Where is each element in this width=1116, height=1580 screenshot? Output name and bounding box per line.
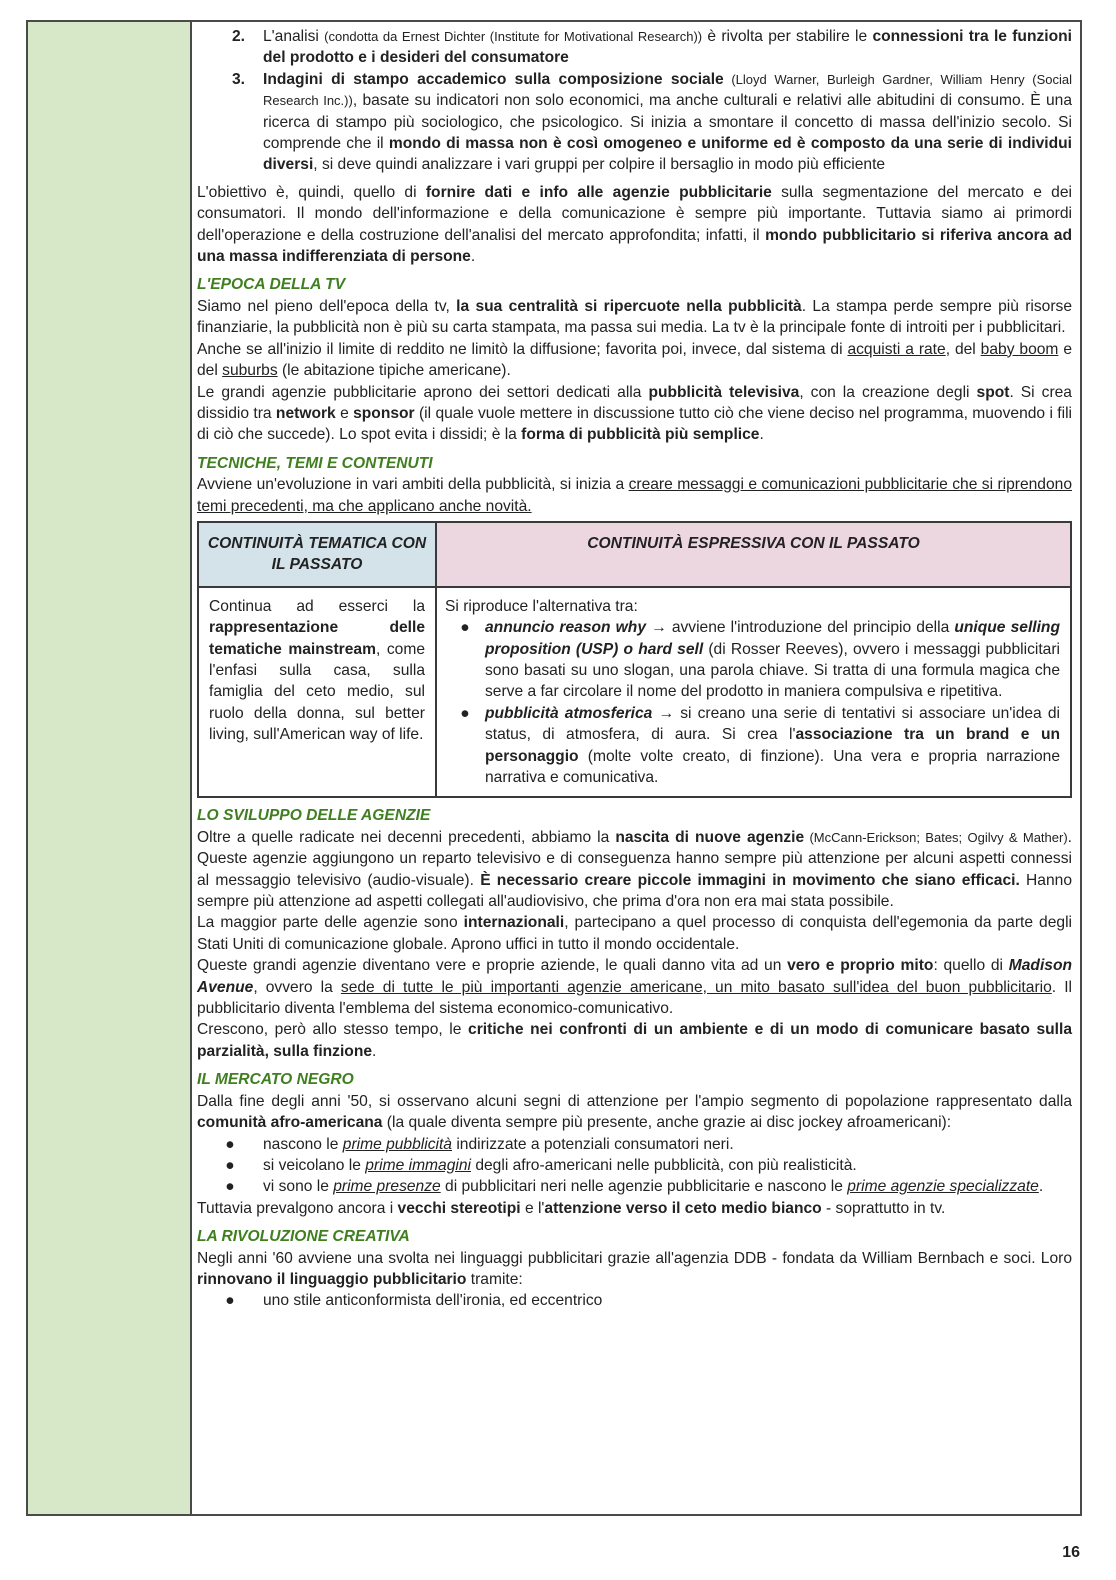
paragraph: Le grandi agenzie pubblicitarie aprono dei settori dedicati alla pubblicità televisiva, con la creazione degli spot. Si crea dissidio tra network e sponsor (il quale vuole mettere in discussione tutto ciò che viene deciso nel programma, muovendo i fili di ciò che succede). Lo spot evita i dissidi; è la forma di pubblicità più semplice. [197,383,1072,444]
paragraph-obiettivo: L'obiettivo è, quindi, quello di fornire dati e info alle agenzie pubblicitarie sulla segmentazione del mercato e dei consumatori. Il mondo dell'informazione e della comunicazione è sempre più importante. Tuttavia siamo ai primordi dell'operazione e della costruzione dell'analisi del mercato approfondita; infatti, il mondo pubblicitario si riferiva ancora ad una massa indifferenziata di persone. [197,183,1073,266]
paragraph: Crescono, però allo stesso tempo, le critiche nei confronti di un ambiente e di un modo di comunicare basato sulla parzialità, sulla finzione. [197,1021,1072,1060]
comparison-table [197,521,1072,798]
text: Si riproduce l'alternativa tra: [445,597,638,615]
paragraph: Oltre a quelle radicate nei decenni precedenti, abbiamo la nascita di nuove agenzie (McCann-Erickson; Bates; Ogilvy & Mather). Queste agenzie aggiungono un reparto televisivo e di conseguenza hanno sempre più attenzione per alcuni aspetti connessi al messaggio televisivo (audio-visuale). È necessario creare piccole immagini in movimento che siano efficaci. Hanno sempre più attenzione ad aspetti collegati all'audiovisivo, che prima d'ora non era mai stata possibile. [197,828,1073,911]
page-frame [26,20,1082,1516]
paragraph: Queste grandi agenzie diventano vere e proprie aziende, le quali danno vita ad un vero e proprio mito: quello di Madison Avenue, ovvero la sede di tutte le più importanti agenzie americane, un mito basato sull'idea del buon pubblicitario. Il pubblicitario diventa l'emblema del sistema economico-comunicativo. [197,957,1072,1018]
text: L'analisi [263,28,325,45]
list-number: 3. [231,70,245,88]
list-item: ● uno stile anticonformista dell'ironia, ed eccentrico [225,1292,603,1310]
text: è rivolta per stabilire le [702,28,873,45]
list-item: 3. Indagini di stampo accademico sulla composizione sociale (Lloyd Warner, Burleigh Gardner, William Henry (Social Research Inc.)), basate su indicatori non solo economici, ma anche culturali e relativi alle abitudini di consumo. È una ricerca di stampo più sociologico, che psicologico. Si inizia a smontare il concetto di massa dell'inizio secolo. Si comprende che il mondo di massa non è così omogeneo e uniforme ed è composto da una serie di individui diversi, si deve quindi analizzare i vari gruppi per colpire il bersaglio in modo più efficiente [197,69,1072,176]
list-item: ● annuncio reason why → avviene l'introduzione del principio della unique selling proposition (USP) o hard sell (di Rosser Reeves), ovvero i messaggi pubblicitari sono basati su uno slogan, una parola chiave. Si tratta di una formula magica che serve a far circolare il nome del prodotto in maniera compulsiva e ripetitiva. [460,619,1061,701]
paragraph: Dalla fine degli anni '50, si osservano alcuni segni di attenzione per l'ampio segmento di popolazione rappresentato dalla comunità afro-americana (la quale diventa sempre più presente, anche grazie ai disc jockey afroamericani): [197,1092,1072,1132]
section-heading: LA RIVOLUZIONE CREATIVA [197,1228,410,1246]
section-heading: IL MERCATO NEGRO [197,1071,354,1089]
paragraph: Avviene un'evoluzione in vari ambiti della pubblicità, si inizia a creare messaggi e comunicazioni pubblicitarie che si riprendono temi precedenti, ma che applicano anche novità. [197,476,1072,515]
citation: (condotta da Ernest Dichter (Institute for Motivational Research)) [324,29,703,44]
table-cell: Continua ad esserci la rappresentazione delle tematiche mainstream, come l'enfasi sulla casa, sulla famiglia del ceto medio, sul ruolo della donna, sul better living, sull'American way of life. [198,587,436,798]
list-item: ● si veicolano le prime immagini degli afro-americani nelle pubblicità, con più realisticità. [225,1156,857,1174]
bold-text: mondo di massa non è così omogeneo e uniforme ed è composto da una serie di individui diversi [263,135,1072,174]
section-heading: TECNICHE, TEMI E CONTENUTI [197,454,433,472]
list-item: ● pubblicità atmosferica → si creano una serie di tentativi si associare un'idea di status, di atmosfera, di aura. Si crea l'associazione tra un brand e un personaggio (molte volte creato, di finzione). Una vera e propria narrazione narrativa e comunicativa. [460,704,1061,786]
bold-text: connessioni tra le funzioni del prodotto e i desideri del consumatore [263,28,1072,67]
list-item [197,26,1072,69]
list-item: ● nascono le prime pubblicità indirizzate a potenziali consumatori neri. [225,1135,734,1153]
section-heading: L'EPOCA DELLA TV [197,276,346,294]
numbered-list [197,26,1072,176]
bullet-list [445,617,1060,788]
paragraph: Negli anni '60 avviene una svolta nei linguaggi pubblicitari grazie all'agenzia DDB - fondata da William Bernbach e soci. Loro rinnovano il linguaggio pubblicitario tramite: [197,1249,1072,1288]
bullet-list [197,1134,1072,1198]
paragraph: Tuttavia prevalgono ancora i vecchi stereotipi e l'attenzione verso il ceto medio bianco - soprattutto in tv. [197,1199,946,1217]
paragraph: Siamo nel pieno dell'epoca della tv, la sua centralità si ripercuote nella pubblicità. La stampa perde sempre più risorse finanziarie, la pubblicità non è più su carta stampata, ma passa sui media. La tv è la principale fonte di introiti per i pubblicitari. [197,297,1072,337]
bullet-list [197,1290,1072,1311]
page-number: 16 [1062,1544,1080,1561]
left-margin-column [28,22,192,1514]
bold-text: Indagini di stampo accademico sulla composizione sociale [263,70,724,88]
main-content [192,22,1080,1514]
section-heading: LO SVILUPPO DELLE AGENZIE [197,807,431,825]
table-header: CONTINUITÀ TEMATICA CON IL PASSATO [198,522,436,587]
table-cell [436,587,1071,798]
paragraph: La maggior parte delle agenzie sono internazionali, partecipano a quel processo di conquista dell'egemonia da parte degli Stati Uniti di comunicazione globale. Aprono uffici in tutto il mondo occidentale. [197,914,1072,953]
list-number: 2. [231,28,245,45]
table-header: CONTINUITÀ ESPRESSIVA CON IL PASSATO [436,522,1071,587]
citation: (Lloyd Warner, Burleigh Gardner, William Henry (Social Research Inc.)) [263,71,1073,109]
paragraph: Anche se all'inizio il limite di reddito ne limitò la diffusione; favorita poi, invece, dal sistema di acquisti a rate, del baby boom e del suburbs (le abitazione tipiche americane). [197,340,1072,380]
list-item: ● vi sono le prime presenze di pubblicitari neri nelle agenzie pubblicitarie e nascono le prime agenzie specializzate. [225,1178,1044,1196]
